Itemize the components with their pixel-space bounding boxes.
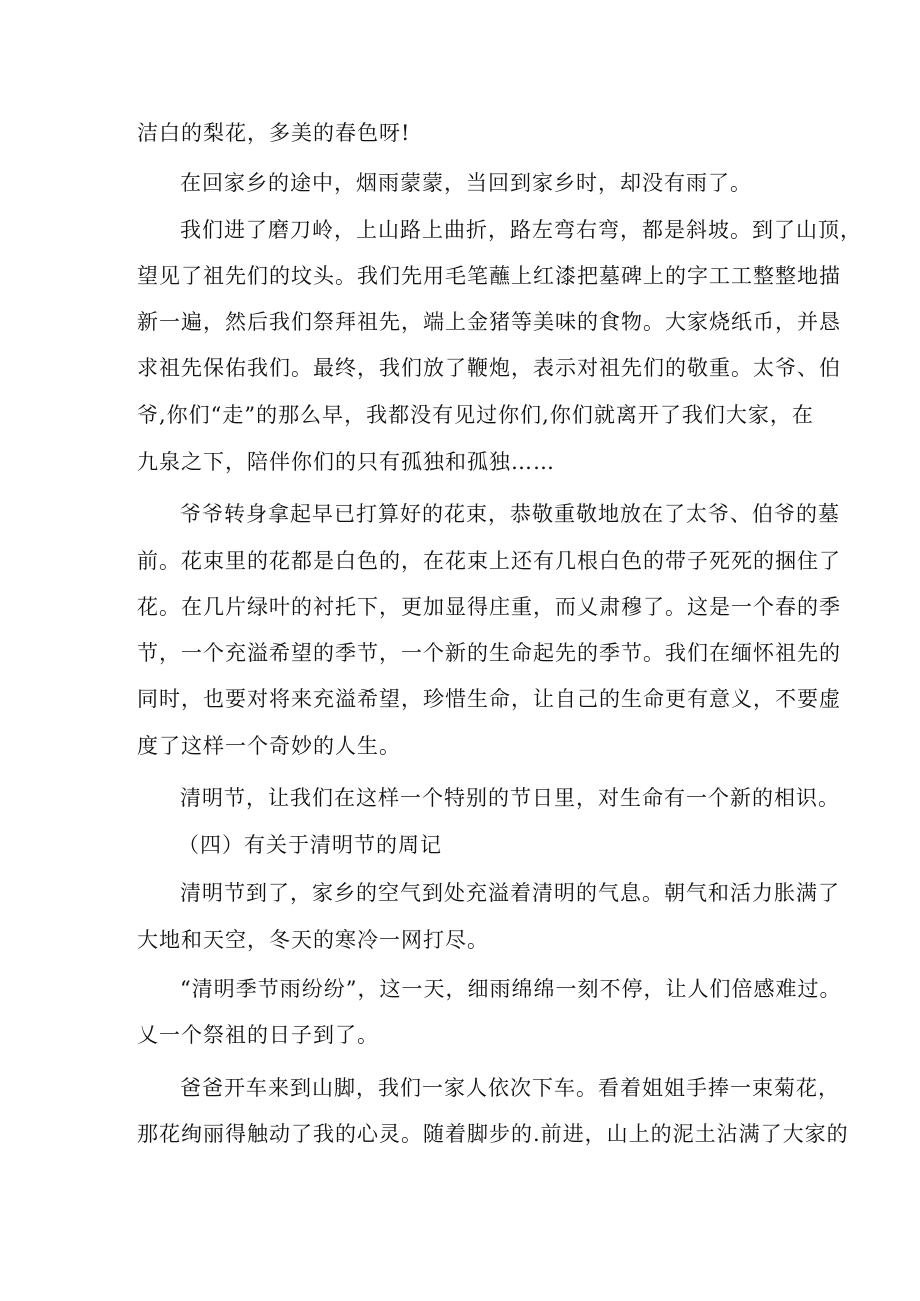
text-line-14: 度了这样一个奇妙的人生。 — [137, 734, 401, 758]
text-line-10: 前。花束里的花都是白色的，在花束上还有几根白色的带子死死的捆住了 — [137, 549, 841, 573]
text-line-11: 花。在几片绿叶的衬托下，更加显得庄重，而乂肃穆了。这是一个春的季 — [137, 595, 841, 619]
text-line-19: “清明季节雨纷纷”，这一天，细雨绵绵一刻不停，让人们倍感难过。 — [180, 977, 842, 1001]
text-line-13: 同时，也要对将来充溢希望，珍惜生命，让自己的生命更有意义，不要虚 — [137, 687, 841, 711]
text-line-17: 清明节到了，家乡的空气到处充溢着清明的气息。朝气和活力胀满了 — [180, 881, 840, 905]
text-line-5: 新一遍，然后我们祭拜祖先，端上金猪等美味的食物。大家烧纸币，并恳 — [137, 310, 841, 334]
text-line-3: 我们进了磨刀岭，上山路上曲折，路左弯右弯，都是斜坡。到了山顶， — [180, 218, 862, 242]
text-line-7: 爷,你们“走”的那么早，我都没有见过你们,你们就离开了我们大家，在 — [137, 403, 814, 427]
text-line-20: 乂一个祭祖的日子到了。 — [137, 1023, 379, 1047]
text-line-4: 望见了祖先们的坟头。我们先用毛笔蘸上红漆把墓碑上的字工工整整地描 — [137, 264, 841, 288]
text-line-1: 洁白的梨花，多美的春色呀! — [137, 121, 411, 145]
text-line-8: 九泉之下，陪伴你们的只有孤独和孤独…… — [137, 450, 555, 474]
text-line-15: 清明节，让我们在这样一个特别的节日里，对生命有一个新的相识。 — [180, 786, 840, 810]
text-line-18: 大地和天空，冬天的寒冷一网打尽。 — [137, 928, 489, 952]
text-line-12: 节，一个充溢希望的季节，一个新的生命起先的季节。我们在缅怀祖先的 — [137, 641, 841, 665]
text-line-21: 爸爸开车来到山脚，我们一家人依次下车。看着姐姐手捧一束菊花， — [180, 1076, 840, 1100]
text-line-6: 求祖先保佑我们。最终，我们放了鞭炮，表示对祖先们的敬重。太爷、伯 — [137, 356, 841, 380]
text-line-9: 爷爷转身拿起早已打算好的花束，恭敬重敬地放在了太爷、伯爷的墓 — [180, 502, 840, 526]
section-heading: （四）有关于清明节的周记 — [178, 833, 442, 857]
text-line-2: 在回家乡的途中，烟雨蒙蒙，当回到家乡时，却没有雨了。 — [180, 171, 752, 195]
text-line-22: 那花绚丽得触动了我的心灵。随着脚步的.前进，山上的泥土沾满了大家的 — [137, 1122, 849, 1146]
